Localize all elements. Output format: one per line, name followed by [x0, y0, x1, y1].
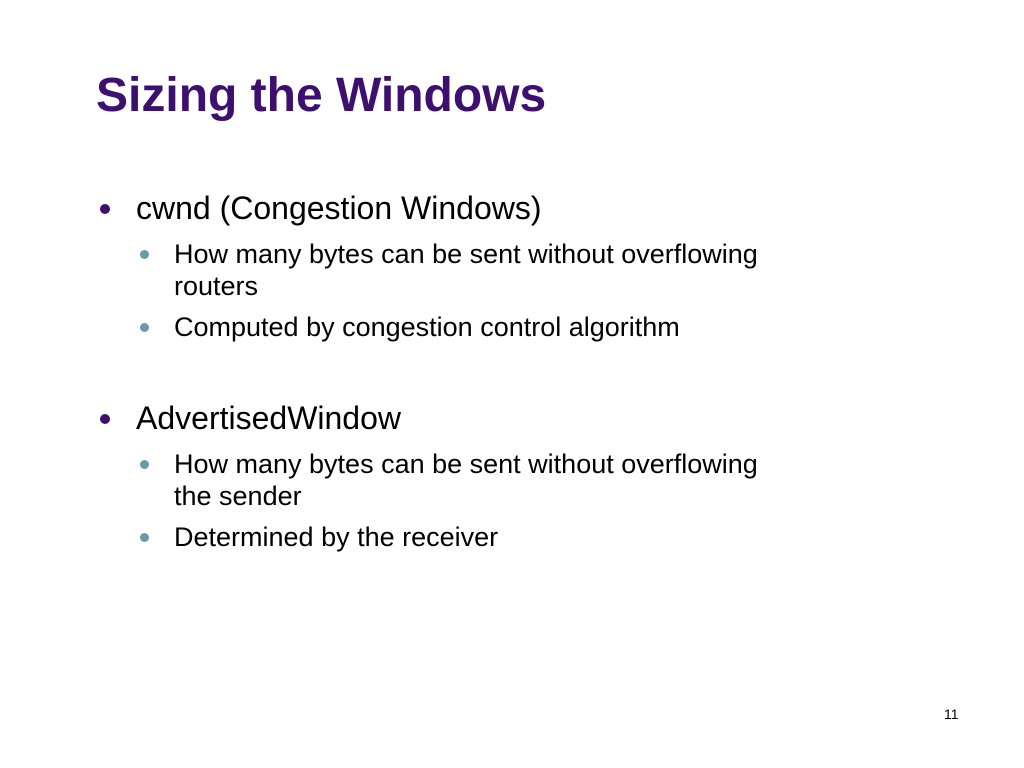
sub-bullet-dot-icon	[140, 460, 149, 469]
bullet-text: cwnd (Congestion Windows)	[136, 190, 542, 226]
sub-bullet-text: Computed by congestion control algorithm	[174, 312, 680, 342]
sub-bullet-text: How many bytes can be sent without overflowing routers	[174, 239, 758, 301]
bullet-dot-icon	[100, 204, 110, 214]
sub-bullet-text: How many bytes can be sent without overflowing the sender	[174, 449, 758, 511]
bullet-text: AdvertisedWindow	[136, 400, 401, 436]
sub-bullet-dot-icon	[140, 323, 149, 332]
bullet-dot-icon	[100, 414, 110, 424]
page-number: 11	[944, 706, 959, 722]
slide-title: Sizing the Windows	[96, 69, 547, 122]
sub-bullet-dot-icon	[140, 533, 149, 542]
sub-bullet-dot-icon	[140, 250, 149, 259]
sub-bullet-text: Determined by the receiver	[174, 522, 499, 552]
